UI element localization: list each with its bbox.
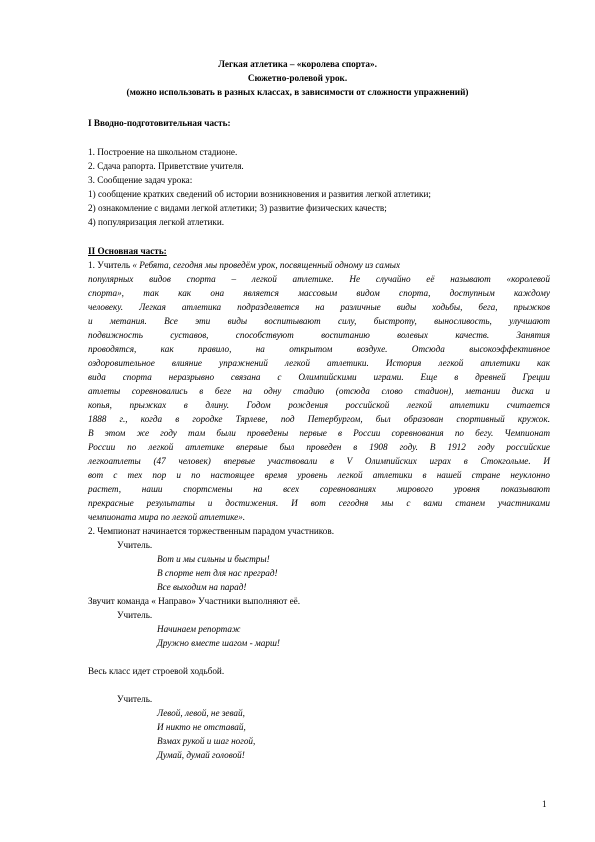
speech-line: прекрасные результаты и достижения. И вот сегодня мы с вами станем участниками (88, 498, 550, 508)
teacher-label: Учитель. (117, 540, 153, 550)
speech-line: проводятся, как правило, на открытом воздухе. Отсюда высокоэффективное (88, 344, 550, 354)
page-number: 1 (542, 799, 547, 809)
speech-line: и метания. Все эти виды воспитывают силу, быстроту, выносливость, улучшают (88, 316, 550, 326)
speech-line: растет, наши спортсмены на всех соревнованиях мирового уровня показывают (88, 484, 550, 494)
speech-line: вида спорта неразрывно связана с Олимпийскими играми. Еще в древней Греции (88, 372, 550, 382)
part1-item: 2) ознакомление с видами легкой атлетики; 3) развитие физических качеств; (88, 203, 387, 213)
verse-line: В спорте нет для нас преград! (157, 568, 278, 578)
speech-line: вот с тех пор и по настоящее время уровень легкой атлетики в нашей стране неуклонно (88, 470, 550, 480)
speech-first-line (88, 259, 400, 271)
speech-line: подвижность суставов, способствуют воспитанию волевых качеств. Занятия (88, 330, 550, 340)
speech-line: В этом же году там были проведены первые в России соревнования по бегу. Чемпионат (88, 428, 550, 438)
part1-item: 3. Сообщение задач урока: (88, 175, 193, 185)
speech-line: 1888 г., когда в городке Тярлеве, под Петербургом, был образован спортивный кружок. (88, 414, 550, 424)
march-line: Весь класс идет строевой ходьбой. (88, 666, 225, 676)
verse-line: Левой, левой, не зевай, (157, 708, 245, 718)
teacher-label: Учитель. (117, 694, 153, 704)
verse-line: Взмах рукой и шаг ногой, (157, 736, 256, 746)
speech-line: человеку. Легкая атлетика подразделяется на различные виды ходьбы, бега, прыжков (88, 302, 550, 312)
part2-heading: II Основная часть: (88, 246, 167, 256)
speech-line: легкоатлеты (47 человек) впервые участвовали в V Олимпийских играх в Стокгольме. И (88, 456, 550, 466)
part1-item: 1) сообщение кратких сведений об истории возникновения и развития легкой атлетики; (88, 189, 431, 199)
speech-line: атлеты соревновались в беге на одну стадию (отсюда слово стадион), метании диска и (88, 386, 550, 396)
speech-line: спорта», так как она является массовым видом спорта, доступным каждому (88, 288, 550, 298)
verse-line: Думай, думай головой! (157, 750, 245, 760)
part1-item: 4) популяризация легкой атлетики. (88, 217, 225, 227)
verse-line: Дружно вместе шагом - марш! (157, 638, 280, 648)
verse-line: И никто не отставай, (157, 722, 246, 732)
command-line: Звучит команда « Направо» Участники выполняют её. (88, 596, 301, 606)
part1-item: 1. Построение на школьном стадионе. (88, 147, 238, 157)
document-subtitle: Сюжетно-ролевой урок. (247, 73, 348, 83)
speech-line: копья, прыжках в длину. Годом рождения российской легкой атлетики считается (88, 400, 550, 410)
part1-heading: I Вводно-подготовительная часть: (88, 118, 231, 128)
speech-start: « Ребята, сегодня мы проведём урок, посвященный одному из самых (132, 260, 401, 270)
teacher-label: Учитель. (117, 610, 153, 620)
speech-line: популярных видов спорта – легкой атлетике. Не случайно её называют «королевой (88, 274, 550, 284)
speech-line: чемпионата мира по легкой атлетике». (88, 512, 246, 522)
part1-item: 2. Сдача рапорта. Приветствие учителя. (88, 161, 244, 171)
speech-line: оздоровительное влияние упражнений легкой атлетики. История легкой атлетики как (88, 358, 550, 368)
speech-line: России по легкой атлетике впервые был проведен в 1908 году. В 1912 году российские (88, 442, 550, 452)
verse-line: Начинаем репортаж (157, 624, 241, 634)
verse-line: Все выходим на парад! (157, 582, 247, 592)
document-note: (можно использовать в разных классах, в зависимости от сложности упражнений) (126, 87, 469, 97)
document-title: Легкая атлетика – «королева спорта». (218, 59, 377, 69)
verse-line: Вот и мы сильны и быстры! (157, 554, 270, 564)
speech-lead: 1. Учитель (88, 260, 133, 270)
part2-item: 2. Чемпионат начинается торжественным парадом участников. (88, 526, 335, 536)
